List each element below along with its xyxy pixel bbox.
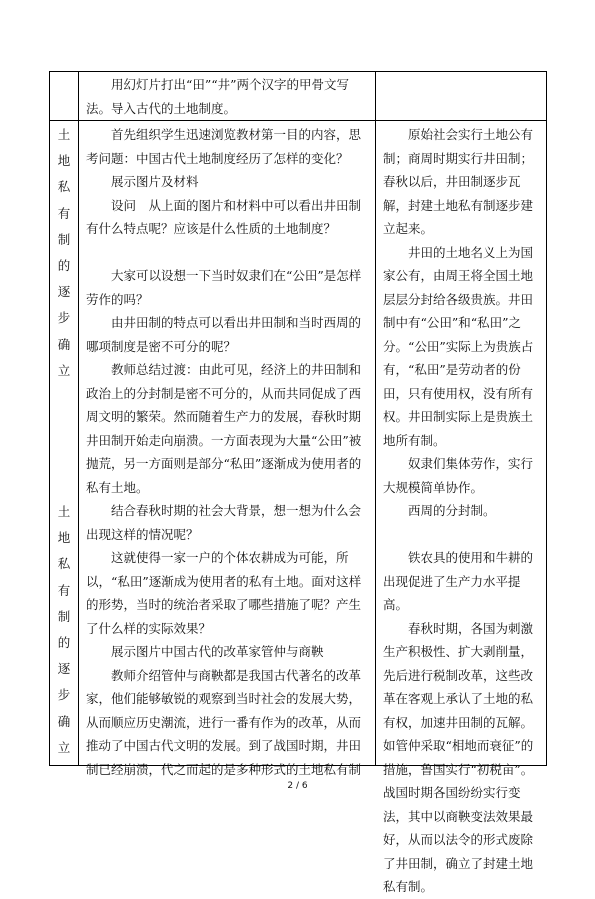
page-number: 2 / 6 bbox=[287, 781, 308, 791]
blank-line bbox=[86, 241, 369, 265]
right-paragraph: 春秋时期，各国为刺激生产积极性、扩大剥削量，先后进行税制改革，这些改革在客观上承认了土地的私有权，加速井田制的瓦解。如管仲采取“相地而衰征”的措施，鲁国实行“初税亩”。战国时期各国纷纷实行变法，其中以商鞅变法效果最好，从而以法令的形式废除了井田制，确立了封建土地私有制。 bbox=[383, 620, 534, 894]
label-char: 私 bbox=[57, 556, 71, 572]
label-char: 有 bbox=[57, 582, 71, 598]
label-char: 私 bbox=[57, 179, 71, 195]
middle-paragraph: 展示图片及材料 bbox=[111, 174, 199, 189]
label-char: 土 bbox=[57, 127, 71, 142]
right-paragraph: 铁农具的使用和牛耕的出现促进了生产力水平提高。 bbox=[383, 550, 534, 612]
label-char: 的 bbox=[57, 257, 71, 273]
middle-paragraph: 教师介绍管仲与商鞅都是我国古代著名的改革家，他们能够敏锐的观察到当时社会的发展大势，从而顺应历史潮流，进行一番有作为的改革，从而推动了中国古代文明的发展。到了战国时期，井田制已经崩溃，代之而起的是多种形式的土地私有制 bbox=[86, 667, 362, 777]
middle-paragraph: 展示图片中国古代的改革家管仲与商鞅 bbox=[111, 644, 324, 659]
label-char: 立 bbox=[57, 362, 71, 378]
middle-paragraph: 设问 从上面的图片和材料中可以看出井田制有什么特点呢？应该是什么性质的土地制度？ bbox=[86, 197, 362, 236]
label-char: 步 bbox=[57, 687, 71, 703]
middle-paragraph: 教师总结过渡：由此可见，经济上的井田制和政治上的分封制是密不可分的，从而共同促成了西周文明的繁荣。然而随着生产力的发展，春秋时期井田制开始走向崩溃。一方面表现为大量“公田”被抛荒，另一方面则是部分“私田”逐渐成为使用者的私有土地。 bbox=[86, 362, 362, 495]
right-paragraph: 西周的分封制。 bbox=[408, 503, 496, 518]
label-char: 地 bbox=[57, 153, 71, 169]
right-paragraph: 原始社会实行土地公有制；商周时期实行井田制；春秋以后，井田制逐步瓦解，封建土地私有制逐步建立起来。 bbox=[383, 127, 534, 236]
label-char: 立 bbox=[57, 739, 71, 755]
label-char: 确 bbox=[57, 336, 71, 352]
section-label-top bbox=[50, 122, 78, 384]
right-paragraph: 奴隶们集体劳作，实行大规模简单协作。 bbox=[383, 456, 534, 495]
middle-paragraph: 大家可以设想一下当时奴隶们在“公田”是怎样劳作的吗？ bbox=[86, 268, 362, 307]
blank-line bbox=[383, 523, 540, 547]
label-char: 步 bbox=[57, 310, 71, 326]
middle-paragraph: 首先组织学生迅速浏览教材第一目的内容，思考问题：中国古代土地制度经历了怎样的变化？ bbox=[86, 127, 362, 166]
intro-cell bbox=[86, 73, 368, 120]
label-char: 有 bbox=[57, 205, 71, 221]
right-paragraph: 井田的土地名义上为国家公有，由周王将全国土地层层分封给各级贵族。井田制中有“公田”和“私田”之分。“公田”实际上为贵族占有，“私田”是劳动者的份田，只有使用权，没有所有权。井田制实际上是贵族土地所有制。 bbox=[383, 244, 534, 448]
label-char: 逐 bbox=[57, 661, 71, 677]
middle-paragraph: 结合春秋时期的社会大背景，想一想为什么会出现这样的情况呢？ bbox=[86, 503, 362, 542]
middle-paragraph: 由井田制的特点可以看出井田制和当时西周的哪项制度是密不可分的呢？ bbox=[86, 315, 362, 354]
middle-paragraph: 这就使得一家一户的个体农耕成为可能，所以，“私田”逐渐成为使用者的私有土地。面对这样的形势，当时的统治者采取了哪些措施了呢？产生了什么样的实际效果？ bbox=[86, 550, 362, 636]
label-char: 的 bbox=[57, 634, 71, 650]
column-divider-left bbox=[78, 72, 79, 765]
column-divider-right bbox=[375, 72, 376, 765]
label-char: 土 bbox=[57, 504, 71, 519]
teaching-process-cell bbox=[86, 123, 369, 781]
label-char: 制 bbox=[57, 231, 71, 247]
label-char: 逐 bbox=[57, 284, 71, 300]
label-char: 地 bbox=[57, 530, 71, 546]
label-char: 制 bbox=[57, 608, 71, 624]
intro-text: 用幻灯片打出“田”“井”两个汉字的甲骨文写法。导入古代的土地制度。 bbox=[86, 77, 350, 116]
label-char: 确 bbox=[57, 713, 71, 729]
section-label-bottom bbox=[50, 499, 78, 761]
